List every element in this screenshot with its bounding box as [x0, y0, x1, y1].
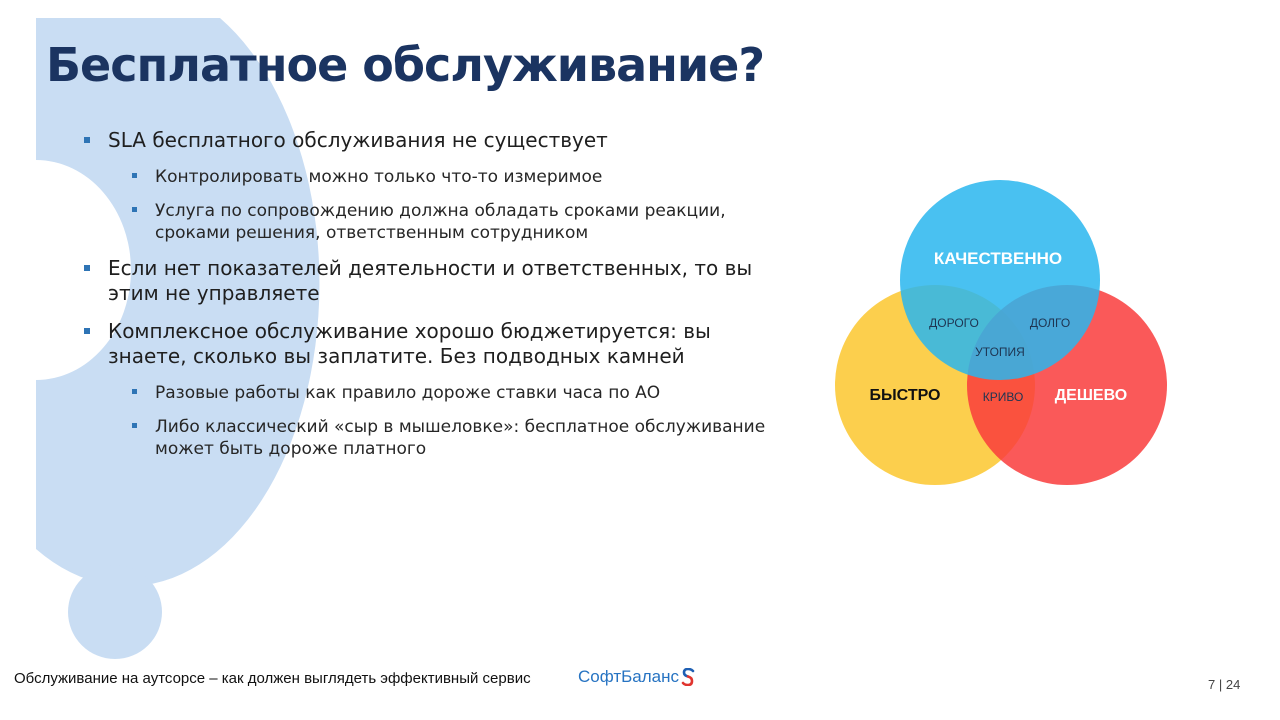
- bullet-item: SLA бесплатного обслуживания не существует: [84, 128, 784, 153]
- venn-label-expensive: ДОРОГО: [929, 316, 979, 330]
- sub-bullet-item: Контролировать можно только что-то измеримое: [132, 166, 784, 188]
- decor-dot: [68, 565, 162, 659]
- venn-label-quality: КАЧЕСТВЕННО: [933, 249, 1063, 268]
- sub-bullet-item: Услуга по сопровождению должна обладать сроками реакции, сроками решения, ответственным сотрудником: [132, 200, 784, 244]
- sub-bullet-item: Разовые работы как правило дороже ставки часа по АО: [132, 382, 784, 404]
- bullet-item: Комплексное обслуживание хорошо бюджетируется: вы знаете, сколько вы заплатите. Без подводных камней: [84, 319, 784, 369]
- bullet-list: [84, 128, 784, 472]
- venn-label-slow: ДОЛГО: [1029, 316, 1071, 330]
- page-number: [1208, 677, 1240, 692]
- venn-label-fast: БЫСТРО: [869, 387, 941, 404]
- venn-label-cheap: ДЕШЕВО: [1054, 387, 1128, 404]
- sub-bullet-item: Либо классический «сыр в мышеловке»: бесплатное обслуживание может быть дороже платного: [132, 416, 784, 460]
- page-total: 24: [1225, 677, 1241, 692]
- venn-diagram: [820, 170, 1180, 500]
- footer-caption: Обслуживание на аутсорсе – как должен выглядеть эффективный сервис: [14, 670, 531, 687]
- softbalance-logo: [578, 667, 695, 687]
- venn-label-crooked: КРИВО: [982, 390, 1024, 404]
- page-current: 7: [1208, 677, 1216, 692]
- venn-label-utopia: УТОПИЯ: [975, 345, 1025, 359]
- logo-text: СофтБаланс: [578, 667, 680, 686]
- page-separator: |: [1218, 677, 1223, 692]
- bullet-item: Если нет показателей деятельности и ответственных, то вы этим не управляете: [84, 256, 784, 306]
- logo-mark-icon: [681, 668, 695, 686]
- slide-title: Бесплатное обслуживание?: [46, 38, 765, 92]
